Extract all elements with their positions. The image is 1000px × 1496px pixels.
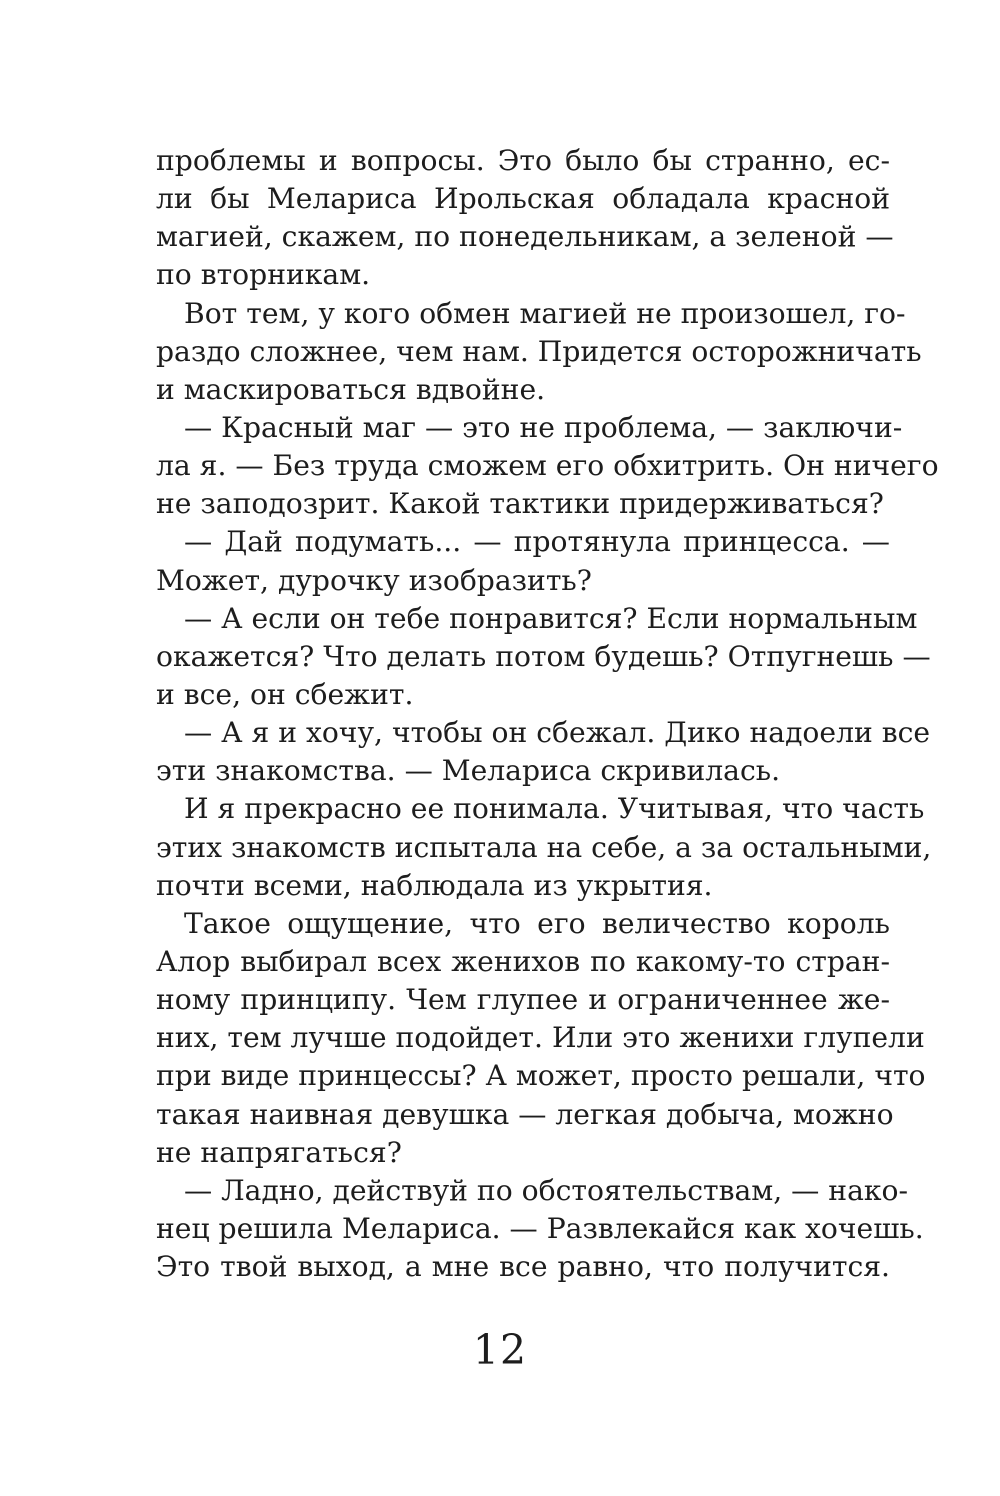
body-text	[156, 142, 939, 1286]
text-line: Может, дурочку изобразить?	[156, 563, 592, 597]
text-line: почти всеми, наблюдала из укрытия.	[156, 868, 713, 902]
text-line: и все, он сбежит.	[156, 677, 414, 711]
text-line: — А если он тебе понравится? Если нормальным	[184, 601, 918, 635]
text-line: этих знакомств испытала на себе, а за остальными,	[156, 830, 932, 864]
text-line: ла я. — Без труда сможем его обхитрить. Он ничего	[156, 449, 939, 483]
text-line: не заподозрит. Какой тактики придерживаться?	[156, 487, 884, 521]
text-line: Это твой выход, а мне все равно, что получится.	[156, 1250, 890, 1284]
text-line: И я прекрасно ее понимала. Учитывая, что часть	[184, 792, 925, 826]
text-line: окажется? Что делать потом будешь? Отпугнешь —	[156, 639, 931, 673]
text-line: не напрягаться?	[156, 1135, 402, 1169]
text-line: Алор выбирал всех женихов по какому-то стран-	[156, 944, 890, 978]
text-line: — Ладно, действуй по обстоятельствам, — нако-	[184, 1173, 908, 1207]
text-line: — Дай подумать... — протянула принцесса. —	[184, 525, 890, 559]
text-line: такая наивная девушка — легкая добыча, можно	[156, 1097, 894, 1131]
text-line: нец решила Мелариса. — Развлекайся как хочешь.	[156, 1211, 924, 1245]
text-line: ли бы Мелариса Ирольская обладала красной	[156, 182, 890, 216]
text-line: и маскироваться вдвойне.	[156, 372, 546, 406]
text-line: ному принципу. Чем глупее и ограниченнее же-	[156, 983, 890, 1017]
page-number: 12	[472, 1326, 528, 1374]
text-line: по вторникам.	[156, 258, 371, 292]
text-line: при виде принцессы? А может, просто решали, что	[156, 1059, 926, 1093]
text-line: магией, скажем, по понедельникам, а зеленой —	[156, 220, 894, 254]
text-line: Вот тем, у кого обмен магией не произошел, го-	[184, 296, 906, 330]
text-line: Такое ощущение, что его величество король	[184, 906, 890, 940]
text-line: эти знакомства. — Мелариса скривилась.	[156, 754, 781, 788]
text-line: — Красный маг — это не проблема, — заключи-	[184, 410, 903, 444]
text-line: них, тем лучше подойдет. Или это женихи глупели	[156, 1021, 925, 1055]
text-line: — А я и хочу, чтобы он сбежал. Дико надоели все	[184, 716, 931, 750]
text-line: проблемы и вопросы. Это было бы странно, ес-	[156, 144, 890, 177]
text-line: раздо сложнее, чем нам. Придется осторожничать	[156, 334, 922, 368]
